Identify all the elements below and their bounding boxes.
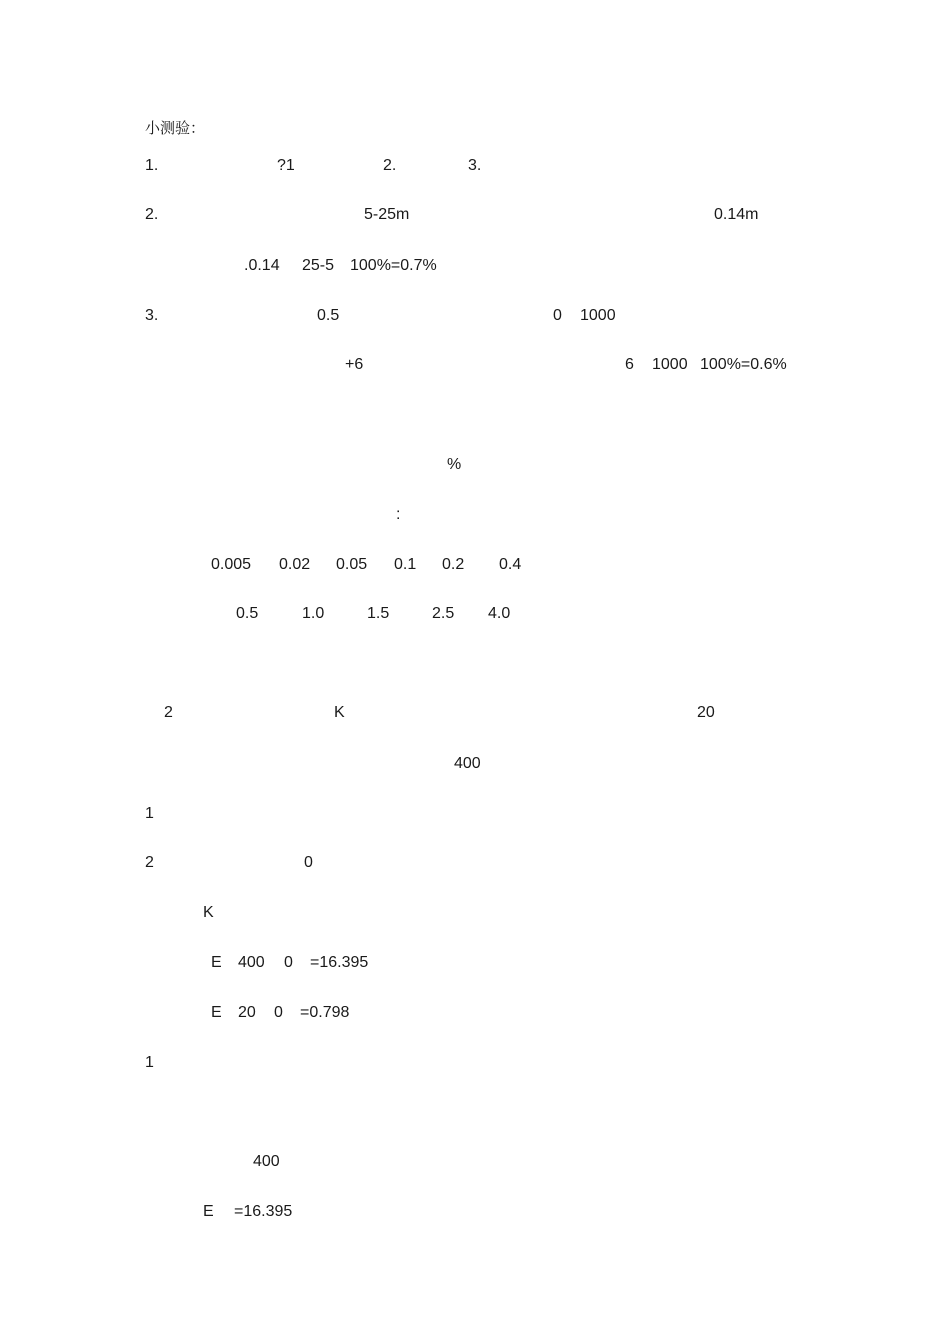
class-value: 4.0 (488, 605, 511, 622)
colon: : (396, 506, 401, 523)
e1-a: 400 (238, 954, 265, 971)
k-problem-temp: 20 (697, 704, 715, 721)
e1-result: =16.395 (310, 954, 369, 971)
e2-label: E (211, 1004, 222, 1021)
final-result: =16.395 (234, 1203, 293, 1220)
final-label: E (203, 1203, 214, 1220)
e1-label: E (211, 954, 222, 971)
q1-number: 1. (145, 157, 159, 174)
class-value: 0.02 (279, 556, 311, 573)
q3-calc-a: 6 (625, 356, 634, 373)
class-value: 0.2 (442, 556, 465, 573)
class-value: 0.5 (236, 605, 259, 622)
e2-a: 20 (238, 1004, 256, 1021)
e2-b: 0 (274, 1004, 283, 1021)
q3-calc-b: 1000 (652, 356, 688, 373)
class-value: 2.5 (432, 605, 455, 622)
class-value: 0.1 (394, 556, 417, 573)
e2-result: =0.798 (300, 1004, 350, 1021)
q3-value: 0.5 (317, 307, 340, 324)
class-value: 0.4 (499, 556, 522, 573)
step-3: 1 (145, 1054, 154, 1071)
q2-range: 5-25m (364, 206, 410, 223)
step-2: 2 (145, 854, 154, 871)
q1-part-b: 2. (383, 157, 397, 174)
k-problem-k: K (334, 704, 345, 721)
final-temp: 400 (253, 1153, 280, 1170)
q3-range-a: 0 (553, 307, 562, 324)
q1-part-a: ?1 (277, 157, 295, 174)
step-k: K (203, 904, 214, 921)
q2-calc-b: 25-5 (302, 257, 335, 274)
q2-number: 2. (145, 206, 159, 223)
k-problem-number: 2 (164, 704, 173, 721)
q2-calc-a: .0.14 (244, 257, 280, 274)
class-value: 1.0 (302, 605, 325, 622)
percent-sign: % (447, 456, 462, 473)
k-problem-temp2: 400 (454, 755, 481, 772)
q3-number: 3. (145, 307, 159, 324)
step-2-zero: 0 (304, 854, 313, 871)
q3-plus: +6 (345, 356, 364, 373)
q1-part-c: 3. (468, 157, 482, 174)
q2-calc-c: 100%=0.7% (350, 257, 437, 274)
q3-calc-c: 100%=0.6% (700, 356, 787, 373)
q2-value: 0.14m (714, 206, 759, 223)
step-1: 1 (145, 805, 154, 822)
quiz-title: 小测验： (145, 119, 206, 137)
class-value: 1.5 (367, 605, 390, 622)
q3-range-b: 1000 (580, 307, 616, 324)
class-value: 0.05 (336, 556, 368, 573)
class-value: 0.005 (211, 556, 252, 573)
e1-b: 0 (284, 954, 293, 971)
